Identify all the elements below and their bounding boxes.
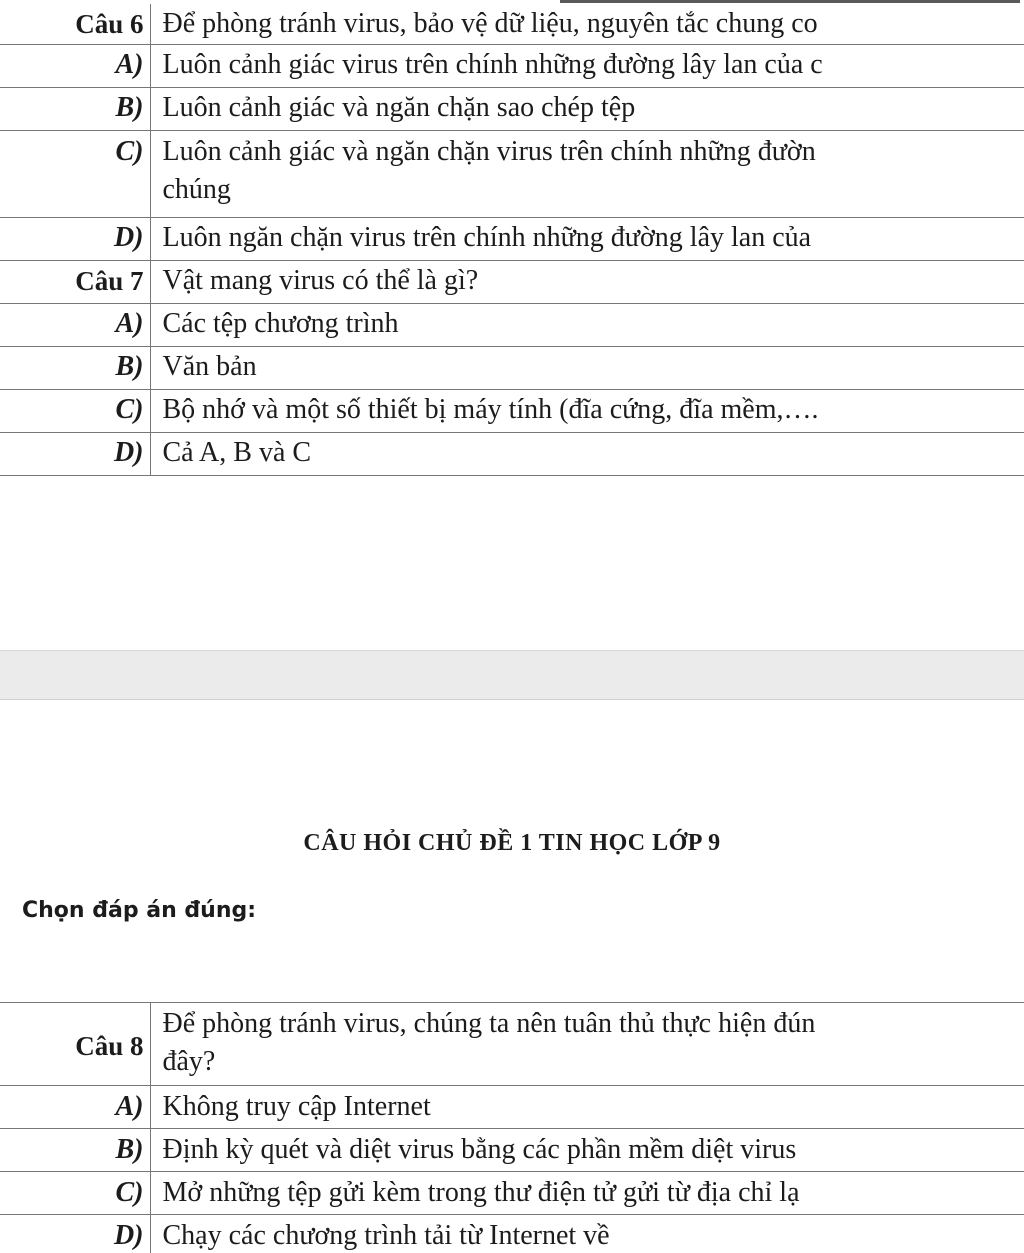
question-text-line1: Để phòng tránh virus, chúng ta nên tuân thủ thực hiện đún [162,1008,816,1039]
option-label: B) [0,347,150,390]
option-label: D) [0,433,150,476]
option-row [0,45,1024,88]
option-row [0,1215,1024,1253]
option-text-line1: Luôn cảnh giác và ngăn chặn virus trên chính những đườn [162,136,816,167]
option-row [0,433,1024,476]
option-text: Mở những tệp gửi kèm trong thư điện tử gửi từ địa chỉ lạ [150,1172,1024,1215]
page-separator [0,650,1024,700]
question-text-line2: đây? [162,1046,216,1077]
question-label: Câu 8 [0,1003,150,1086]
option-label: A) [0,1086,150,1129]
question-table-2 [0,1002,1024,1253]
option-text: Luôn cảnh giác và ngăn chặn sao chép tệp [150,88,1024,131]
option-text: Các tệp chương trình [150,304,1024,347]
question-row [0,4,1024,45]
option-text [150,131,1024,218]
question-table-1 [0,4,1024,476]
question-text: Để phòng tránh virus, bảo vệ dữ liệu, nguyên tắc chung co [150,4,1024,45]
question-row [0,1003,1024,1086]
option-text: Định kỳ quét và diệt virus bằng các phần mềm diệt virus [150,1129,1024,1172]
option-row [0,1172,1024,1215]
option-text: Luôn ngăn chặn virus trên chính những đường lây lan của [150,218,1024,261]
document-title: CÂU HỎI CHỦ ĐỀ 1 TIN HỌC LỚP 9 [303,830,721,856]
option-row [0,347,1024,390]
option-row [0,131,1024,218]
option-row [0,1086,1024,1129]
question-label: Câu 6 [0,4,150,45]
option-text: Bộ nhớ và một số thiết bị máy tính (đĩa cứng, đĩa mềm,…. [150,390,1024,433]
option-text: Cả A, B và C [150,433,1024,476]
option-row [0,390,1024,433]
option-label: C) [0,1172,150,1215]
option-row [0,88,1024,131]
question-label: Câu 7 [0,261,150,304]
option-text: Luôn cảnh giác virus trên chính những đường lây lan của c [150,45,1024,88]
option-row [0,1129,1024,1172]
option-label: D) [0,218,150,261]
option-label: B) [0,88,150,131]
question-text: Vật mang virus có thể là gì? [150,261,1024,304]
option-text: Không truy cập Internet [150,1086,1024,1129]
option-row [0,218,1024,261]
option-row [0,304,1024,347]
question-text [150,1003,1024,1086]
option-label: B) [0,1129,150,1172]
option-label: C) [0,390,150,433]
option-label: C) [0,131,150,218]
option-text: Văn bản [150,347,1024,390]
page-bottom [0,700,1024,1253]
question-row [0,261,1024,304]
option-label: A) [0,45,150,88]
option-label: A) [0,304,150,347]
option-text: Chạy các chương trình tải từ Internet về [162,1220,610,1251]
option-label: D) [0,1215,150,1253]
instruction-text: Chọn đáp án đúng: [22,898,257,923]
page-top-border [560,0,1020,3]
option-text-line2: chúng [162,174,231,205]
